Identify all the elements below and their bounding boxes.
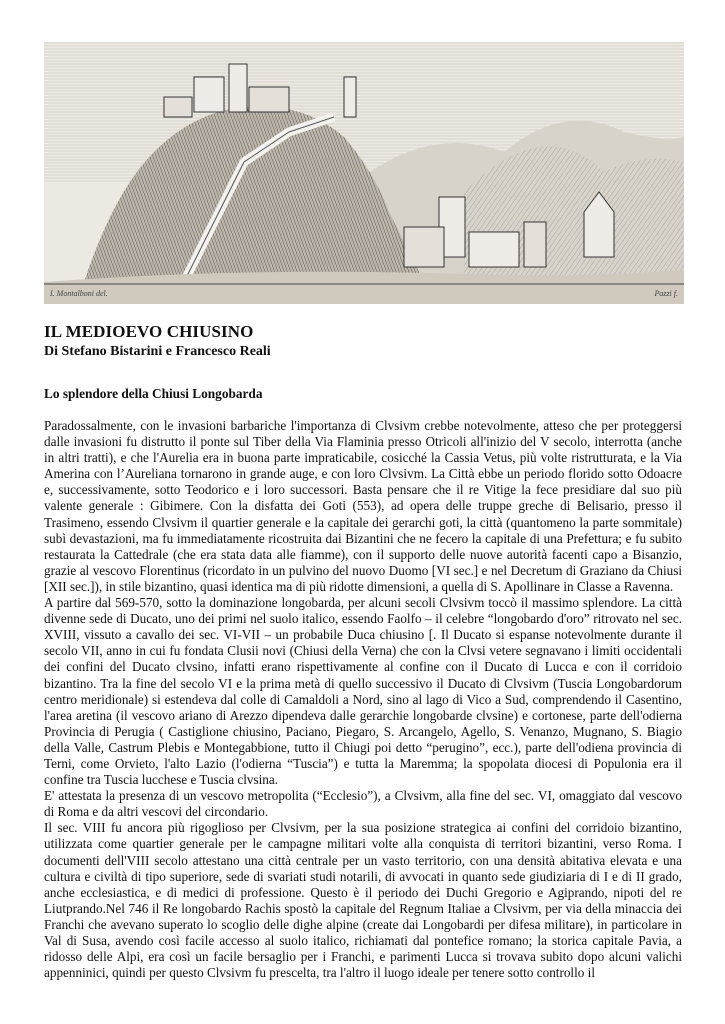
article-body (44, 418, 682, 981)
body-paragraph: Paradossalmente, con le invasioni barbariche l'importanza di Clvsivm crebbe notevolmente, atteso che per proteggersi dalle invasioni fu distrutto il ponte sul Tiber della Via Flaminia presso Otricoli all'inizio del V secolo, interrotta (anche in altri tratti), e che l'Aurelia era in buona parte impraticabile, cosicché la Cassia Vetus, più volte ristrutturata, e la Via Amerina con l’Aureliana tornarono in grande auge, e con loro Clvsivm. La Città ebbe un periodo florido sotto Odoacre e, successivamente, sotto Teodorico e i loro successori. Basta pensare che il re Vitige la fece presidiare dal suo più valente generale : Gibimere. Con la disfatta dei Goti (553), ad opera delle truppe greche di Belisario, presso il Trasimeno, essendo Clvsivm il quartier generale e la capitale dei gerarchi goti, la città (quantomeno la parte sommitale) subì devastazioni, ma fu immediatamente ricostruita dai Bizantini che ne fecero la capitale di una Prefettura; e fu subito restaurata la Cattedrale (che era stata data alle fiamme), con il supporto delle nuove autorità facenti capo a Bisanzio, grazie al vescovo Florentinus (ricordato in un pulvino del nuovo Duomo [VI sec.] e nel Decretum di Graziano da Chiusi [XII sec.]), in stile bizantino, quasi identica ma di più ridotte dimensioni, a quella di S. Apollinare in Classe a Ravenna. (44, 418, 682, 594)
body-paragraph: Il sec. VIII fu ancora più rigoglioso per Clvsivm, per la sua posizione strategica ai confini del corridoio bizantino, utilizzata come quartier generale per le campagne militari volte alla conquista di territori bizantini, verso Roma. I documenti dell'VIII secolo attestano una città centrale per un vasto territorio, con una densità abitativa elevata e una cultura e civiltà di tipo superiore, sede di svariati studi notarili, di avvocati in quanto sede giudiziaria di I e di II grado, anche ecclesiastica, e di medici di professione. Questo è il periodo dei Duchi Gregorio e Agiprando, nipoti del re Liutprando.Nel 746 il Re longobardo Rachis spostò la capitale del Regnum Italiae a Clvsivm, per via della minaccia dei Franchi che avevano superato lo scoglio delle dighe alpine (create dai Longobardi per difesa militare), in particolare in Val di Susa, avendo così facile accesso al suolo italico, richiamati dal pontefice romano; la storica capitale Pavia, a ridosso delle Alpi, era così un facile bersaglio per i Franchi, e parimenti Lucca si trovava subito dopo alcuni valichi appenninici, quindi per questo Clvsivm fu prescelta, tra l'altro il luogo ideale per tenere sotto controllo il (44, 820, 682, 981)
engraving-illustration (44, 42, 684, 304)
section-heading: Lo splendore della Chiusi Longobarda (44, 386, 263, 401)
hilltop-town-engraving (44, 42, 684, 304)
engraving-caption-draughtsman: I. Montalboni del. (50, 289, 108, 298)
engraving-caption-engraver: Pazzi f. (654, 289, 678, 298)
body-paragraph: E' attestata la presenza di un vescovo metropolita (“Ecclesio”), a Clvsivm, alla fine del sec. VI, omaggiato dal vescovo di Roma e da altri vescovi del circondario. (44, 788, 682, 820)
article-title: IL MEDIOEVO CHIUSINO (44, 322, 254, 341)
body-paragraph: A partire dal 569-570, sotto la dominazione longobarda, per alcuni secoli Clvsivm toccò il massimo splendore. La città divenne sede di Ducato, uno dei primi nel suolo italico, essendo Faolfo – il celebre “longobardo d'oro” ritrovato nel sec. XVIII, vissuto a cavallo dei sec. VI-VII – un probabile Duca chiusino [. Il Ducato si espanse notevolmente durante il secolo VII, anno in cui fu fondata Clusii novi (Chiusi della Verna) che con la Clvsi vetere segnavano i limiti occidentali dei confini del Ducato clvsino, infatti erano rispettivamente al confine con il Ducato di Lucca e con il corridoio bizantino. Tra la fine del secolo VI e la prima metà di quello successivo il Ducato di Clvsivm (Tuscia Longobardorum centro meridionale) si estendeva dal colle di Camaldoli a Nord, sino al lago di Vico a Sud, comprendendo il Casentino, l'area aretina (il vescovo ariano di Arezzo dipendeva dalle gerarchie longobarde clvsine) e cortonese, parte dell'odierna Provincia di Perugia ( Castiglione chiusino, Paciano, Piegaro, S. Arcangelo, Agello, S. Venanzo, Mugnano, S. Biagio della Valle, Castrum Plebis e Montegabbione, tutto il Chiugi poi detto “perugino”, ecc.), parte dell'odiena provincia di Terni, come Orvieto, l'alto Lazio (l'odierna “Tuscia”) e tutta la Maremma; la spopolata diocesi di Populonia era il confine tra Tuscia lucchese e Tuscia clvsina. (44, 595, 682, 788)
article-authors: Di Stefano Bistarini e Francesco Reali (44, 344, 271, 359)
